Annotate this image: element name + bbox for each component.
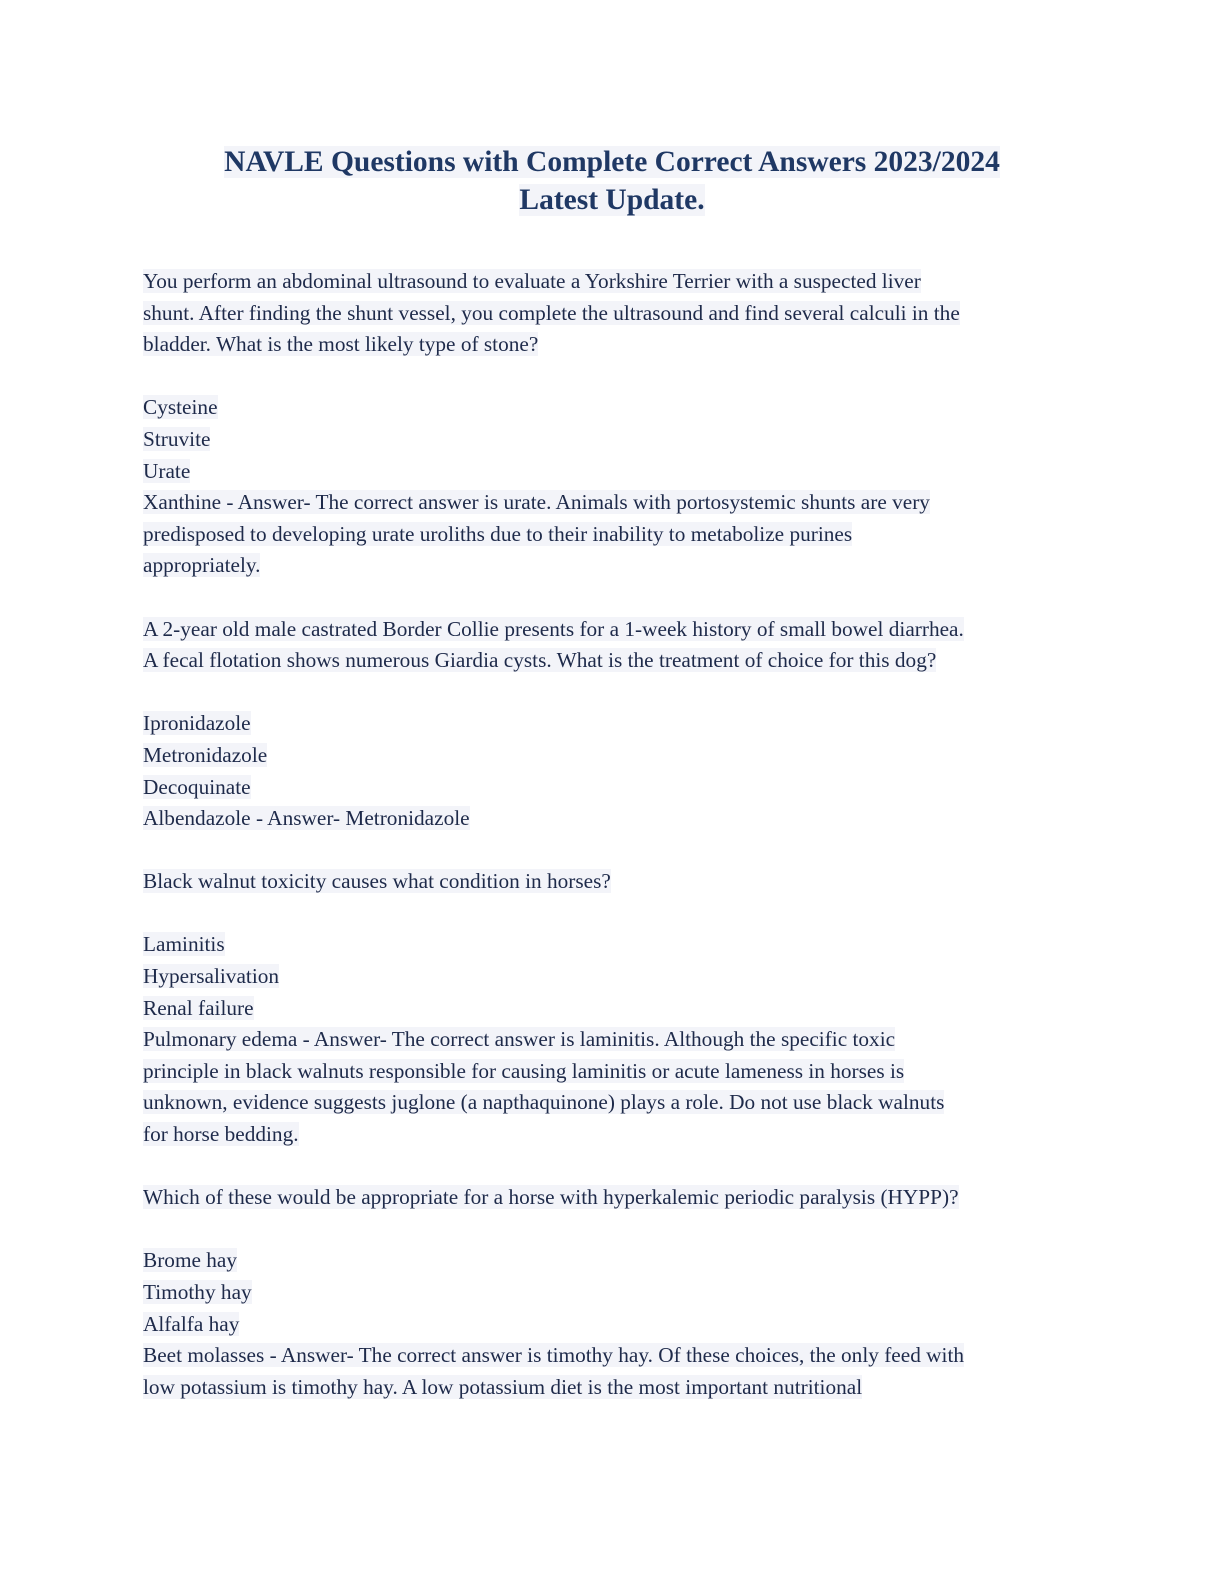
paragraph-gap — [143, 361, 1083, 393]
answer-line: Beet molasses - Answer- The correct answer is timothy hay. Of these choices, the only feed with — [143, 1343, 965, 1368]
answer-line: low potassium is timothy hay. A low potassium diet is the most important nutritional — [143, 1374, 863, 1399]
option-line: Urate — [143, 458, 191, 483]
question-text-line: A 2-year old male castrated Border Collie presents for a 1-week history of small bowel diarrhea. — [143, 616, 964, 641]
document-body — [143, 266, 1083, 1403]
paragraph-gap — [143, 835, 1083, 867]
option-line: Timothy hay — [143, 1280, 252, 1304]
option-line: Renal failure — [143, 995, 254, 1020]
answer-line: Pulmonary edema - Answer- The correct answer is laminitis. Although the specific toxic — [143, 1027, 896, 1052]
option-line: Struvite — [143, 426, 211, 451]
paragraph-gap — [143, 898, 1083, 930]
question-text-line: A fecal flotation shows numerous Giardia cysts. What is the treatment of choice for this dog? — [143, 648, 937, 673]
option-line: Brome hay — [143, 1248, 238, 1273]
paragraph-gap — [143, 1214, 1083, 1246]
title-line: Latest Update. — [519, 184, 705, 216]
options-1 — [143, 392, 1083, 582]
option-line: Hypersalivation — [143, 964, 280, 989]
answer-line: principle in black walnuts responsible for causing laminitis or acute lameness in horses is — [143, 1058, 905, 1083]
options-2 — [143, 708, 1083, 834]
option-line: Alfalfa hay — [143, 1311, 240, 1336]
answer-line: Albendazole - Answer- Metronidazole — [143, 806, 470, 831]
question-1 — [143, 266, 1083, 361]
option-line: Metronidazole — [143, 742, 268, 767]
question-4 — [143, 1182, 1083, 1214]
title-line: NAVLE Questions with Complete Correct Answers 2023/2024 — [224, 146, 1000, 178]
question-text-line: Which of these would be appropriate for a horse with hyperkalemic periodic paralysis (HYPP)? — [143, 1185, 959, 1210]
answer-line: unknown, evidence suggests juglone (a napthaquinone) plays a role. Do not use black walnuts — [143, 1090, 945, 1115]
option-line: Cysteine — [143, 395, 218, 420]
paragraph-gap — [143, 582, 1083, 614]
answer-line: predisposed to developing urate uroliths due to their inability to metabolize purines — [143, 521, 853, 546]
document-title — [0, 143, 1224, 219]
question-text-line: Black walnut toxicity causes what condition in horses? — [143, 869, 611, 894]
question-text-line: bladder. What is the most likely type of stone? — [143, 332, 539, 357]
question-3 — [143, 866, 1083, 898]
answer-line: Xanthine - Answer- The correct answer is urate. Animals with portosystemic shunts are very — [143, 490, 930, 515]
question-2 — [143, 614, 1083, 677]
option-line: Laminitis — [143, 932, 225, 957]
question-text-line: shunt. After finding the shunt vessel, you complete the ultrasound and find several calculi in the — [143, 300, 960, 325]
options-4 — [143, 1245, 1083, 1403]
question-text-line: You perform an abdominal ultrasound to evaluate a Yorkshire Terrier with a suspected liver — [143, 269, 921, 293]
paragraph-gap — [143, 677, 1083, 709]
answer-line: appropriately. — [143, 553, 261, 578]
options-3 — [143, 929, 1083, 1150]
answer-line: for horse bedding. — [143, 1122, 299, 1147]
option-line: Decoquinate — [143, 774, 251, 799]
option-line: Ipronidazole — [143, 711, 251, 736]
paragraph-gap — [143, 1151, 1083, 1183]
